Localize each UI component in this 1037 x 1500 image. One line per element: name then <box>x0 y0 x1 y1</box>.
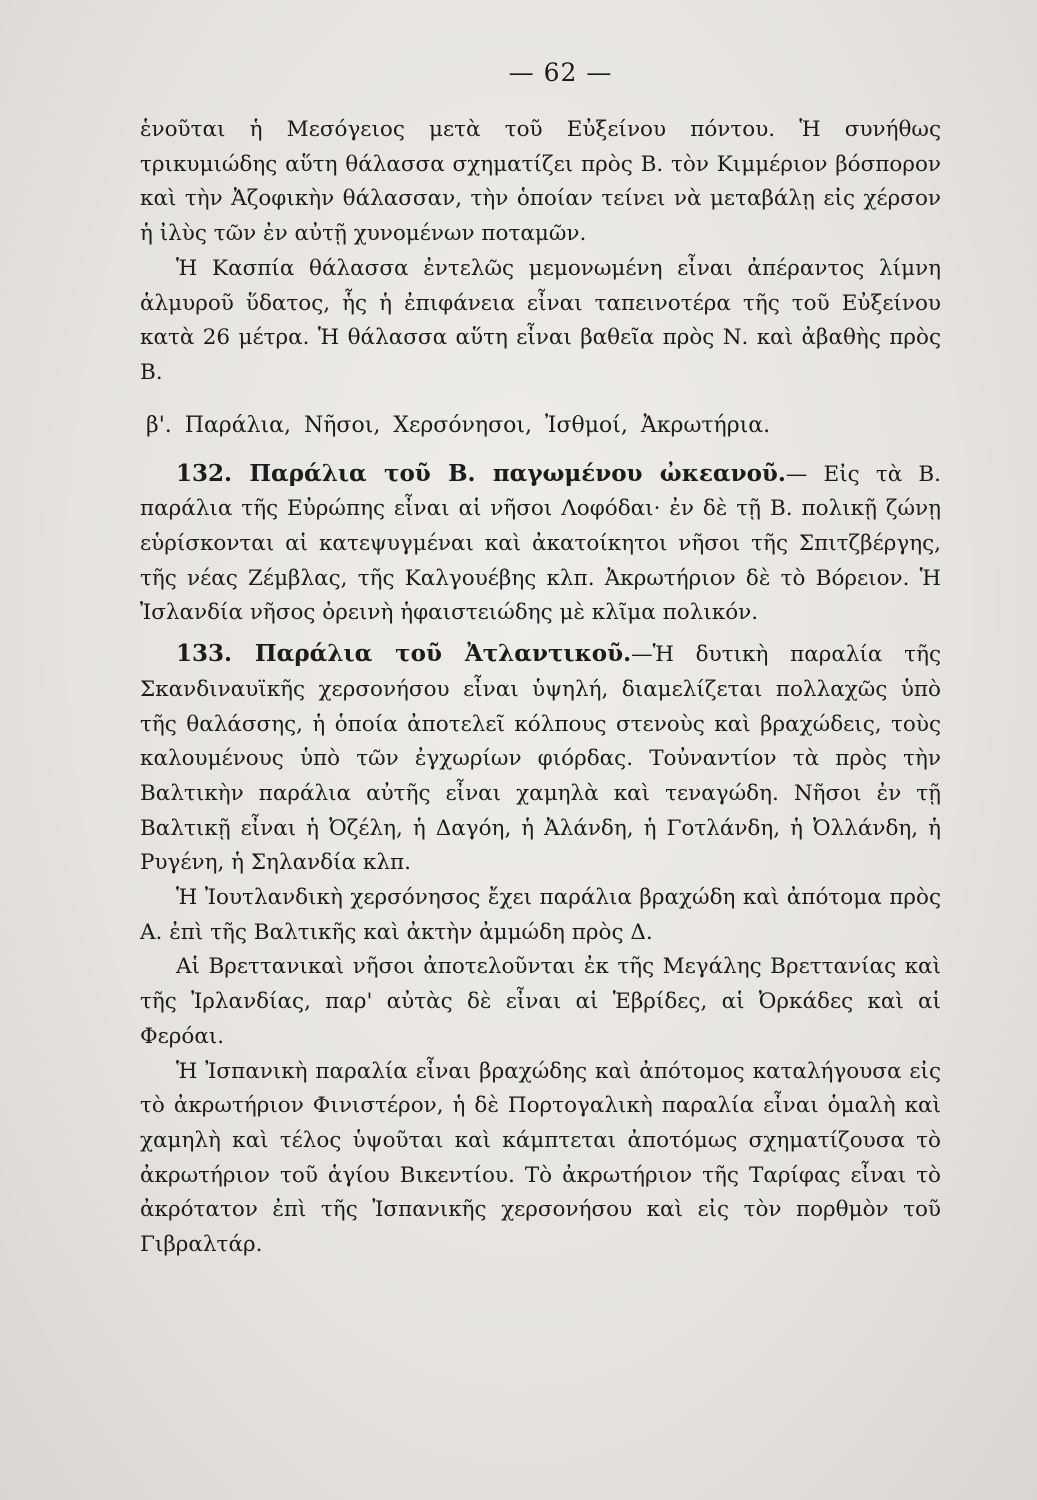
paragraph-iberian-coast: Ἡ Ἰσπανικὴ παραλία εἶναι βραχώδης καὶ ἀπότομος καταλήγουσα εἰς τὸ ἀκρωτήριον Φινιστέρον, ἡ δὲ Πορτογαλικὴ παραλία εἶναι ὁμαλὴ καὶ χαμηλὴ καὶ τέλος ὑψοῦται καὶ κάμπτεται ἀποτόμως σχηματίζουσα τὸ ἀκρωτήριον τοῦ ἁγίου Βικεντίου. Τὸ ἀκρωτήριον τῆς Ταρίφας εἶναι τὸ ἀκρότατον ἐπὶ τῆς Ἰσπανικῆς χερσονήσου καὶ εἰς τὸν πορθμὸν τοῦ Γιβραλτάρ. <box>140 1058 941 1258</box>
paragraph-jutland: Ἡ Ἰουτλανδικὴ χερσόνησος ἔχει παράλια βραχώδη καὶ ἀπότομα πρὸς Α. ἐπὶ τῆς Βαλτικῆς καὶ ἀκτὴν ἀμμώδη πρὸς Δ. <box>140 885 941 945</box>
item-133 <box>140 637 941 881</box>
item-132 <box>140 457 941 632</box>
section-heading: β'. Παράλια, Νῆσοι, Χερσόνησοι, Ἰσθμοί, Ἀκρωτήρια. <box>146 412 771 438</box>
item-132-text: — Εἰς τὰ Β. παράλια τῆς Εὐρώπης εἶναι αἱ νῆσοι Λοφόδαι· ἐν δὲ τῇ Β. πολικῇ ζώνῃ εὑρίσκονται αἱ κατεψυγμέναι καὶ ἀκατοίκητοι νῆσοι τῆς Σπιτζβέργης, τῆς νέας Ζέμβλας, τῆς Καλγουέβης κλπ. Ἀκρωτήριον δὲ τὸ Βόρειον. Ἡ Ἰσλανδία νῆσος ὀρεινὴ ἡφαιστειώδης μὲ κλῖμα πολικόν. <box>140 461 942 626</box>
page-number: — 62 — <box>508 58 613 87</box>
item-133-text: —Ἡ δυτικὴ παραλία τῆς Σκανδιναυϊκῆς χερσονήσου εἶναι ὑψηλή, διαμελίζεται πολλαχῶς ὑπὸ τῆς θαλάσσης, ἡ ὁποία ἀποτελεῖ κόλπους στενοὺς καὶ βραχώδεις, τοὺς καλουμένους ὑπὸ τῶν ἐγχωρίων φιόρδας. Τοὐναντίον τὰ πρὸς τὴν Βαλτικὴν παράλια αὐτῆς εἶναι χαμηλὰ καὶ τεναγώδη. Νῆσοι ἐν τῇ Βαλτικῇ εἶναι ἡ Ὀζέλη, ἡ Δαγόη, ἡ Ἀλάνδη, ἡ Γοτλάνδη, ἡ Ὀλλάνδη, ἡ Ρυγένη, ἡ Σηλανδία κλπ. <box>140 642 941 876</box>
paragraph-black-sea: ἑνοῦται ἡ Μεσόγειος μετὰ τοῦ Εὐξείνου πόντου. Ἡ συνήθως τρικυμιώδης αὕτη θάλασσα σχηματίζει πρὸς Β. τὸν Κιμμέριον βόσπορον καὶ τὴν Ἀζοφικὴν θάλασσαν, τὴν ὁποίαν τείνει νὰ μεταβάλῃ εἰς χέρσον ἡ ἰλὺς τῶν ἐν αὐτῇ χυνομένων ποταμῶν. <box>140 117 941 247</box>
paragraph-caspian-sea: Ἡ Κασπία θάλασσα ἐντελῶς μεμονωμένη εἶναι ἀπέραντος λίμνη ἁλμυροῦ ὕδατος, ἧς ἡ ἐπιφάνεια εἶναι ταπεινοτέρα τῆς τοῦ Εὐξείνου κατὰ 26 μέτρα. Ἡ θάλασσα αὕτη εἶναι βαθεῖα πρὸς Ν. καὶ ἀβαθὴς πρὸς Β. <box>140 255 941 385</box>
item-132-heading: 132. Παράλια τοῦ Β. παγωμένου ὠκεανοῦ. <box>176 459 786 487</box>
item-133-heading: 133. Παράλια τοῦ Ἀτλαντικοῦ. <box>176 640 632 668</box>
paragraph-british-isles: Αἱ Βρεττανικαὶ νῆσοι ἀποτελοῦνται ἐκ τῆς Μεγάλης Βρεττανίας καὶ τῆς Ἰρλανδίας, παρ' αὐτὰς δὲ εἶναι αἱ Ἑβρίδες, αἱ Ὀρκάδες καὶ αἱ Φερόαι. <box>140 954 941 1049</box>
